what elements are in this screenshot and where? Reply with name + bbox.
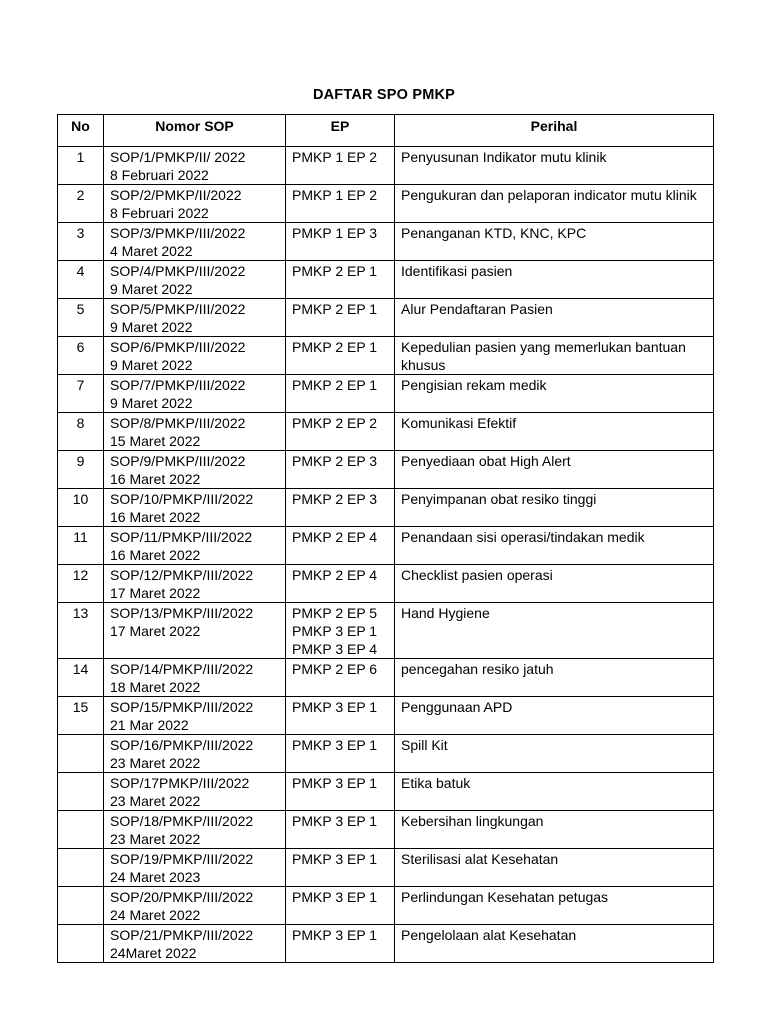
cell-no: 2 [58, 185, 104, 223]
cell-ep [286, 451, 395, 489]
sop-date: 23 Maret 2022 [110, 831, 201, 847]
sop-date: 9 Maret 2022 [110, 281, 193, 297]
perihal-text: Kepedulian pasien yang memerlukan bantuan khusus [401, 339, 686, 373]
table-row [58, 147, 714, 185]
table-row [58, 603, 714, 659]
sop-number: SOP/18/PMKP/III/2022 [110, 813, 254, 829]
cell-ep [286, 489, 395, 527]
cell-nomor-sop [104, 565, 286, 603]
cell-nomor-sop [104, 451, 286, 489]
perihal-text: Pengukuran dan pelaporan indicator mutu klinik [401, 187, 697, 203]
cell-nomor-sop [104, 147, 286, 185]
sop-date: 24Maret 2022 [110, 945, 197, 961]
perihal-text: Penyusunan Indikator mutu klinik [401, 149, 607, 165]
cell-perihal [395, 659, 714, 697]
cell-no [58, 811, 104, 849]
cell-no: 8 [58, 413, 104, 451]
cell-perihal [395, 697, 714, 735]
ep-code: PMKP 2 EP 1 [292, 263, 378, 279]
ep-code: PMKP 1 EP 2 [292, 187, 378, 203]
sop-number: SOP/9/PMKP/III/2022 [110, 453, 246, 469]
ep-code: PMKP 2 EP 4 [292, 567, 378, 583]
cell-nomor-sop [104, 603, 286, 659]
table-row [58, 659, 714, 697]
perihal-text: Penyimpanan obat resiko tinggi [401, 491, 597, 507]
sop-number: SOP/12/PMKP/III/2022 [110, 567, 254, 583]
sop-date: 18 Maret 2022 [110, 679, 201, 695]
sop-date: 21 Mar 2022 [110, 717, 189, 733]
cell-nomor-sop [104, 811, 286, 849]
ep-code: PMKP 3 EP 1 [292, 775, 378, 791]
cell-nomor-sop [104, 527, 286, 565]
cell-ep [286, 413, 395, 451]
cell-nomor-sop [104, 185, 286, 223]
cell-no: 15 [58, 697, 104, 735]
ep-code: PMKP 2 EP 4 [292, 529, 378, 545]
cell-nomor-sop [104, 299, 286, 337]
cell-nomor-sop [104, 223, 286, 261]
cell-perihal [395, 375, 714, 413]
cell-perihal [395, 565, 714, 603]
cell-ep [286, 147, 395, 185]
cell-ep [286, 337, 395, 375]
ep-code: PMKP 3 EP 1 [292, 737, 378, 753]
perihal-text: Pengelolaan alat Kesehatan [401, 927, 577, 943]
cell-no: 9 [58, 451, 104, 489]
cell-nomor-sop [104, 849, 286, 887]
cell-nomor-sop [104, 659, 286, 697]
ep-code: PMKP 2 EP 1 [292, 301, 378, 317]
sop-date: 4 Maret 2022 [110, 243, 193, 259]
document-title: DAFTAR SPO PMKP [312, 87, 456, 103]
cell-perihal [395, 185, 714, 223]
sop-date: 23 Maret 2022 [110, 755, 201, 771]
table-row [58, 565, 714, 603]
sop-date: 24 Maret 2023 [110, 869, 201, 885]
perihal-text: pencegahan resiko jatuh [401, 661, 554, 677]
table-row [58, 299, 714, 337]
cell-perihal [395, 451, 714, 489]
sop-number: SOP/1/PMKP/II/ 2022 [110, 149, 246, 165]
ep-code: PMKP 2 EP 2 [292, 415, 378, 431]
cell-ep [286, 849, 395, 887]
sop-number: SOP/5/PMKP/III/2022 [110, 301, 246, 317]
cell-no: 11 [58, 527, 104, 565]
sop-date: 16 Maret 2022 [110, 471, 201, 487]
cell-nomor-sop [104, 735, 286, 773]
ep-code: PMKP 2 EP 6 [292, 661, 378, 677]
table-row [58, 887, 714, 925]
ep-code: PMKP 2 EP 1 [292, 339, 378, 355]
sop-date: 23 Maret 2022 [110, 793, 201, 809]
cell-perihal [395, 147, 714, 185]
cell-ep [286, 659, 395, 697]
header-no: No [58, 115, 104, 147]
cell-nomor-sop [104, 925, 286, 963]
ep-code: PMKP 3 EP 4 [292, 641, 378, 657]
cell-perihal [395, 925, 714, 963]
sop-number: SOP/20/PMKP/III/2022 [110, 889, 254, 905]
sop-number: SOP/4/PMKP/III/2022 [110, 263, 246, 279]
cell-perihal [395, 489, 714, 527]
perihal-text: Etika batuk [401, 775, 471, 791]
cell-ep [286, 261, 395, 299]
cell-nomor-sop [104, 413, 286, 451]
cell-ep [286, 735, 395, 773]
perihal-text: Penggunaan APD [401, 699, 513, 715]
ep-code: PMKP 3 EP 1 [292, 927, 378, 943]
header-perihal: Perihal [395, 115, 714, 147]
perihal-text: Pengisian rekam medik [401, 377, 547, 393]
cell-no [58, 849, 104, 887]
ep-code: PMKP 3 EP 1 [292, 699, 378, 715]
cell-ep [286, 925, 395, 963]
sop-date: 16 Maret 2022 [110, 509, 201, 525]
sop-date: 8 Februari 2022 [110, 167, 209, 183]
cell-perihal [395, 337, 714, 375]
sop-table [57, 114, 714, 963]
cell-no: 7 [58, 375, 104, 413]
sop-number: SOP/2/PMKP/II/2022 [110, 187, 242, 203]
header-ep: EP [286, 115, 395, 147]
perihal-text: Penandaan sisi operasi/tindakan medik [401, 529, 645, 545]
ep-code: PMKP 3 EP 1 [292, 889, 378, 905]
cell-no [58, 887, 104, 925]
cell-nomor-sop [104, 887, 286, 925]
sop-date: 17 Maret 2022 [110, 585, 201, 601]
cell-ep [286, 773, 395, 811]
table-row [58, 697, 714, 735]
ep-code: PMKP 2 EP 3 [292, 491, 378, 507]
cell-ep [286, 887, 395, 925]
cell-no [58, 773, 104, 811]
cell-ep [286, 603, 395, 659]
cell-perihal [395, 603, 714, 659]
cell-ep [286, 697, 395, 735]
cell-no: 10 [58, 489, 104, 527]
sop-date: 9 Maret 2022 [110, 357, 193, 373]
cell-perihal [395, 773, 714, 811]
cell-perihal [395, 299, 714, 337]
ep-code: PMKP 2 EP 5 [292, 605, 378, 621]
header-nomor-sop: Nomor SOP [104, 115, 286, 147]
table-row [58, 527, 714, 565]
cell-perihal [395, 413, 714, 451]
sop-number: SOP/11/PMKP/III/2022 [110, 529, 253, 545]
table-row [58, 223, 714, 261]
sop-date: 24 Maret 2022 [110, 907, 201, 923]
table-header [58, 115, 714, 147]
sop-date: 17 Maret 2022 [110, 623, 201, 639]
cell-perihal [395, 887, 714, 925]
perihal-text: Alur Pendaftaran Pasien [401, 301, 553, 317]
sop-number: SOP/16/PMKP/III/2022 [110, 737, 254, 753]
sop-number: SOP/19/PMKP/III/2022 [110, 851, 254, 867]
ep-code: PMKP 3 EP 1 [292, 813, 378, 829]
cell-no: 14 [58, 659, 104, 697]
cell-ep [286, 527, 395, 565]
cell-perihal [395, 223, 714, 261]
cell-nomor-sop [104, 489, 286, 527]
sop-number: SOP/13/PMKP/III/2022 [110, 605, 254, 621]
cell-ep [286, 185, 395, 223]
table-row [58, 337, 714, 375]
sop-date: 8 Februari 2022 [110, 205, 209, 221]
cell-nomor-sop [104, 337, 286, 375]
ep-code: PMKP 3 EP 1 [292, 623, 378, 639]
table-row [58, 451, 714, 489]
perihal-text: Spill Kit [401, 737, 448, 753]
cell-nomor-sop [104, 773, 286, 811]
perihal-text: Penanganan KTD, KNC, KPC [401, 225, 587, 241]
table-row [58, 735, 714, 773]
cell-perihal [395, 849, 714, 887]
sop-number: SOP/14/PMKP/III/2022 [110, 661, 254, 677]
sop-number: SOP/10/PMKP/III/2022 [110, 491, 254, 507]
sop-number: SOP/21/PMKP/III/2022 [110, 927, 254, 943]
table-row [58, 261, 714, 299]
table-body [58, 147, 714, 963]
sop-date: 9 Maret 2022 [110, 319, 193, 335]
cell-no: 3 [58, 223, 104, 261]
table-row [58, 185, 714, 223]
table-row [58, 849, 714, 887]
sop-number: SOP/8/PMKP/III/2022 [110, 415, 246, 431]
perihal-text: Sterilisasi alat Kesehatan [401, 851, 559, 867]
cell-no: 6 [58, 337, 104, 375]
cell-perihal [395, 811, 714, 849]
sop-date: 16 Maret 2022 [110, 547, 201, 563]
cell-perihal [395, 527, 714, 565]
perihal-text: Perlindungan Kesehatan petugas [401, 889, 609, 905]
perihal-text: Penyediaan obat High Alert [401, 453, 571, 469]
cell-nomor-sop [104, 375, 286, 413]
cell-no [58, 925, 104, 963]
cell-no: 13 [58, 603, 104, 659]
ep-code: PMKP 1 EP 2 [292, 149, 378, 165]
cell-ep [286, 299, 395, 337]
cell-nomor-sop [104, 261, 286, 299]
ep-code: PMKP 2 EP 1 [292, 377, 378, 393]
cell-no [58, 735, 104, 773]
cell-ep [286, 223, 395, 261]
perihal-text: Hand Hygiene [401, 605, 490, 621]
sop-number: SOP/17PMKP/III/2022 [110, 775, 250, 791]
perihal-text: Kebersihan lingkungan [401, 813, 544, 829]
ep-code: PMKP 2 EP 3 [292, 453, 378, 469]
table-row [58, 489, 714, 527]
sop-number: SOP/15/PMKP/III/2022 [110, 699, 254, 715]
cell-perihal [395, 261, 714, 299]
cell-no: 1 [58, 147, 104, 185]
table-row [58, 773, 714, 811]
cell-no: 4 [58, 261, 104, 299]
cell-perihal [395, 735, 714, 773]
cell-ep [286, 375, 395, 413]
cell-no: 5 [58, 299, 104, 337]
table-row [58, 375, 714, 413]
perihal-text: Checklist pasien operasi [401, 567, 553, 583]
sop-date: 9 Maret 2022 [110, 395, 193, 411]
table-row [58, 413, 714, 451]
table-row [58, 925, 714, 963]
table-row [58, 811, 714, 849]
sop-number: SOP/6/PMKP/III/2022 [110, 339, 246, 355]
ep-code: PMKP 1 EP 3 [292, 225, 378, 241]
cell-nomor-sop [104, 697, 286, 735]
cell-ep [286, 565, 395, 603]
perihal-text: Identifikasi pasien [401, 263, 513, 279]
ep-code: PMKP 3 EP 1 [292, 851, 378, 867]
sop-number: SOP/3/PMKP/III/2022 [110, 225, 246, 241]
perihal-text: Komunikasi Efektif [401, 415, 517, 431]
sop-date: 15 Maret 2022 [110, 433, 201, 449]
sop-number: SOP/7/PMKP/III/2022 [110, 377, 246, 393]
cell-no: 12 [58, 565, 104, 603]
cell-ep [286, 811, 395, 849]
